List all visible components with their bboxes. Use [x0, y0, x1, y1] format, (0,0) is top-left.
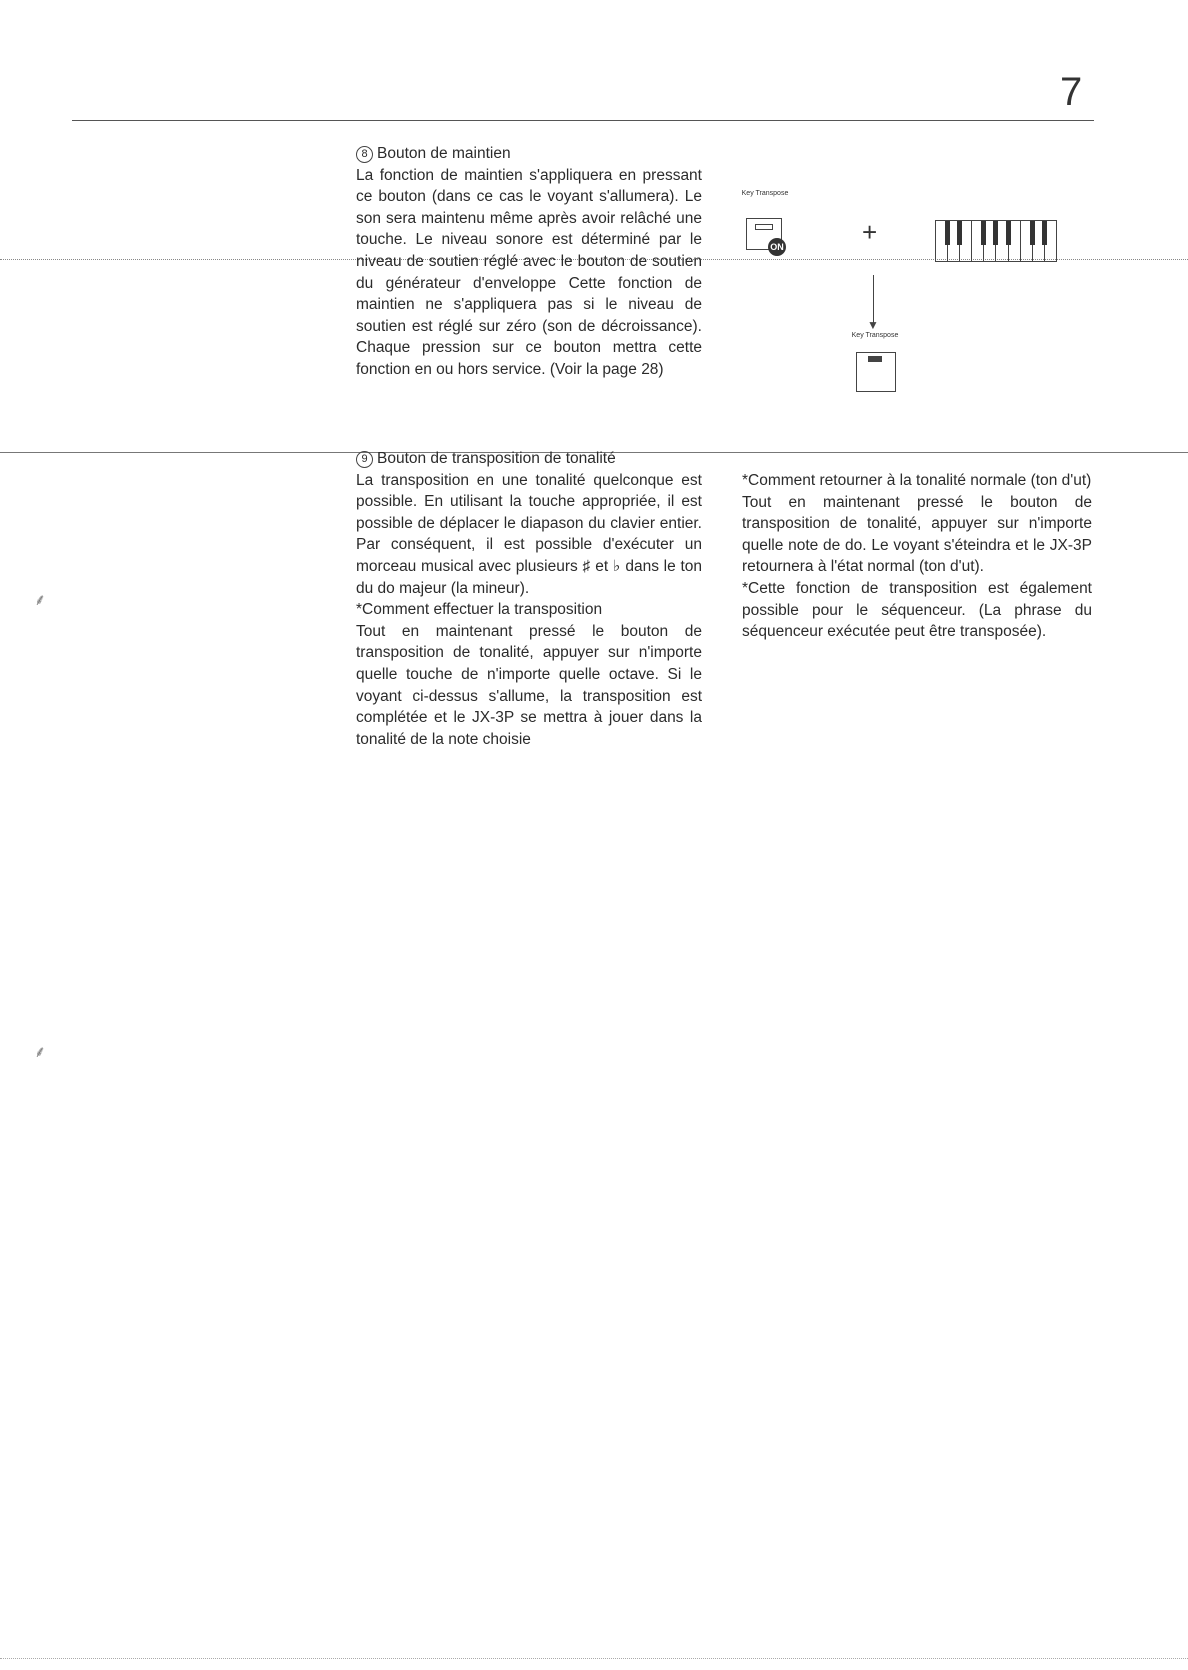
- section-key-transpose-continued: [742, 470, 1092, 643]
- section-8-marker: 8: [356, 146, 373, 163]
- section-9-marker: 9: [356, 451, 373, 468]
- key-transpose-lit-button-icon: [856, 352, 896, 392]
- header-rule: [72, 120, 1094, 121]
- section-8-body: La fonction de maintien s'appliquera en pressant ce bouton (dans ce cas le voyant s'allumera). Le son sera maintenu même après avoir relâché une touche. Le niveau sonore est déterminé par le niveau de soutien réglé avec le bouton de soutien du générateur d'enveloppe Cette fonction de maintien ne s'appliquera pas si le niveau de soutien est réglé sur zéro (son de décroissance). Chaque pression sur ce bouton mettra cette fonction en ou hors service. (Voir la page 28): [356, 166, 702, 378]
- key-transpose-diagram: [740, 190, 1080, 420]
- down-arrow-icon: ▼: [867, 318, 879, 332]
- section-8-title: Bouton de maintien: [377, 145, 511, 162]
- margin-scan-mark: ⸙: [34, 1044, 47, 1061]
- page-bottom-edge: [0, 1658, 1188, 1659]
- keyboard-icon: [935, 220, 1057, 262]
- bullet-1-body: Tout en maintenant pressé le bouton de transposition de tonalité, appuyer sur n'importe quelle touche de n'importe quelle octave. Si le voyant ci-dessus s'allume, la transposition est complétée et le JX-3P se mettra à jouer dans la tonalité de la note choisie: [356, 622, 702, 748]
- lit-indicator-icon: [868, 356, 882, 362]
- section-9-title: Bouton de transposition de tonalité: [377, 450, 616, 467]
- diagram-top-label: Key Transpose: [741, 190, 789, 197]
- button-indicator-icon: [755, 224, 773, 230]
- page-number: 7: [1060, 70, 1083, 114]
- margin-scan-mark: ⸙: [34, 592, 47, 609]
- section-9-heading: [356, 448, 702, 470]
- plus-sign: +: [862, 217, 878, 247]
- section-hold-button: [356, 143, 702, 381]
- diagram-bottom-label: Key Transpose: [851, 332, 899, 339]
- bullet-2-body: Tout en maintenant pressé le bouton de transposition de tonalité, appuyer sur n'importe quelle note de do. Le voyant s'éteindra et le JX-3P retournera à l'état normal (ton d'ut).: [742, 493, 1092, 576]
- section-8-heading: [356, 143, 702, 165]
- on-badge-icon: ON: [768, 238, 786, 256]
- bullet-1-title: *Comment effectuer la transposition: [356, 601, 603, 619]
- section-key-transpose: [356, 448, 702, 750]
- bullet-2-title: *Comment retourner à la tonalité normale (ton d'ut): [742, 472, 1092, 489]
- bullet-3-body: *Cette fonction de transposition est également possible pour le séquenceur. (La phrase du séquenceur exécutée peut être transposée).: [742, 579, 1092, 641]
- section-9-body: La transposition en une tonalité quelconque est possible. En utilisant la touche appropriée, il est possible de déplacer le diapason du clavier entier. Par conséquent, il est possible d'exécuter un morceau musical avec plusieurs ♯ et ♭ dans le ton du do majeur (la mineur).: [356, 471, 702, 597]
